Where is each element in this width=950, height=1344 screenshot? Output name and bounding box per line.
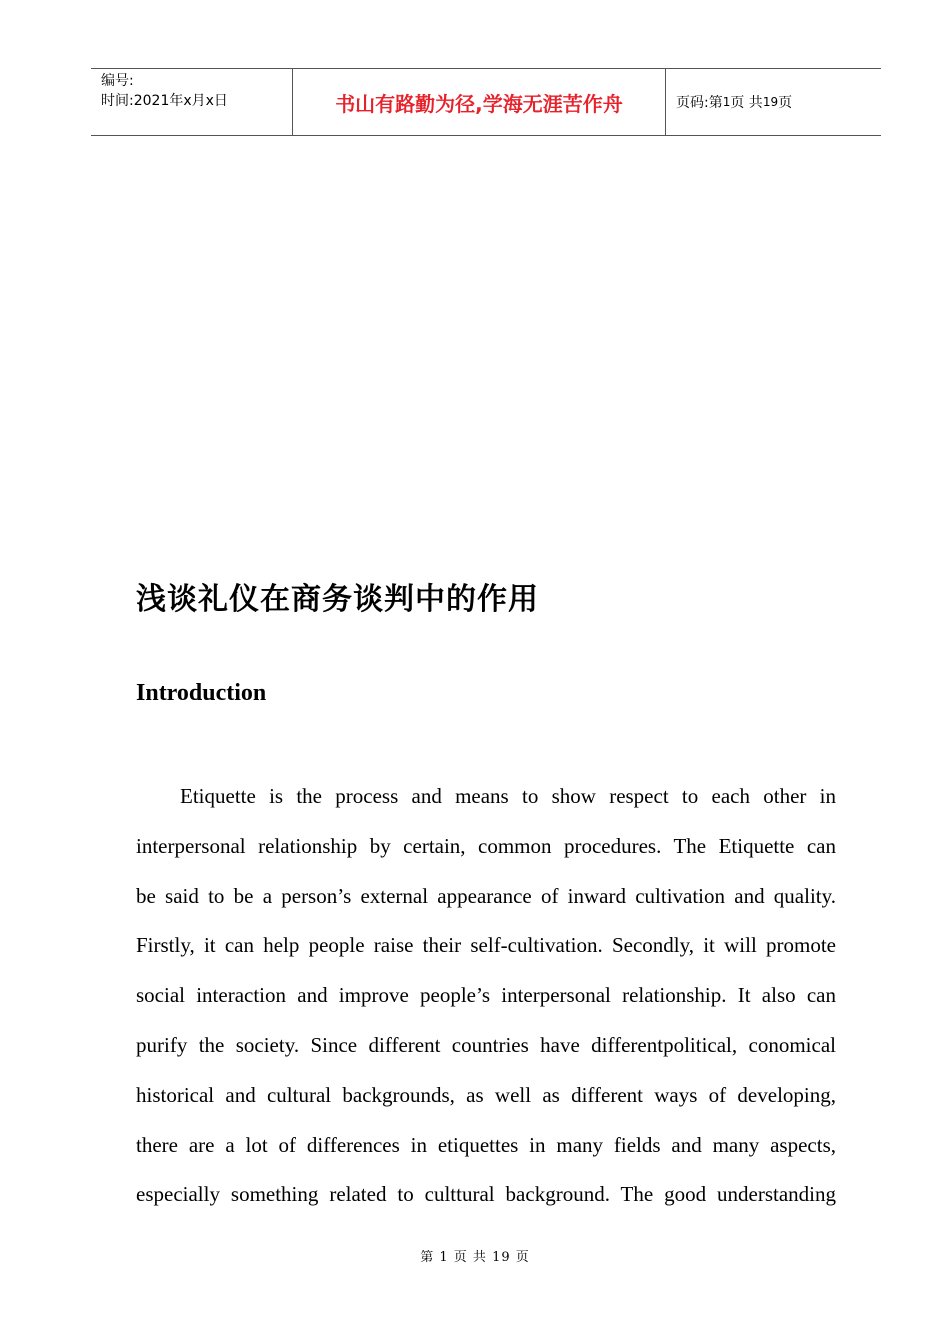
paragraph-line: Etiquette is the process and means to show respect to each other in [180,784,836,808]
footer-suffix: 页 [515,1250,530,1265]
paragraph-line: interpersonal relationship by certain, common procedures. The Etiquette can [136,833,836,858]
time-label: 时间:2021年x月x日 [101,93,228,109]
paragraph-line: social interaction and improve people’s interpersonal relationship. It also can [136,983,836,1008]
footer-mid: 页 共 [453,1250,487,1265]
header-info-cell [91,69,293,135]
page-header [91,68,881,136]
motto-text: 书山有路勤为径,学海无涯苦作舟 [335,91,623,116]
page-current-number: 1 [722,95,731,109]
section-heading: Introduction [136,680,267,706]
header-page-cell [666,69,881,135]
page-total-number: 19 [762,95,779,109]
paragraph-line: there are a lot of differences in etiquettes in many fields and many aspects, [136,1132,836,1157]
footer-total-pages: 19 [492,1250,511,1265]
paragraph-line: especially something related to culttural background. The good understanding [136,1182,836,1207]
page-suffix: 页 [778,95,793,111]
body-paragraph [136,772,836,1220]
paragraph-line: historical and cultural backgrounds, as well as different ways of developing, [136,1082,836,1107]
header-motto-cell [293,69,666,135]
footer-prefix: 第 [420,1250,435,1265]
footer-current-page: 1 [439,1250,449,1265]
document-title: 浅谈礼仪在商务谈判中的作用 [136,582,539,617]
page-prefix: 页码:第 [676,95,723,111]
page-footer [0,1246,950,1265]
paragraph-line: purify the society. Since different countries have differentpolitical, conomical [136,1032,836,1057]
paragraph-line: be said to be a person’s external appearance of inward cultivation and quality. [136,883,836,908]
serial-number-label: 编号: [101,73,134,89]
paragraph-line: Firstly, it can help people raise their self-cultivation. Secondly, it will promote [136,933,836,958]
page-mid: 页 共 [730,95,763,111]
